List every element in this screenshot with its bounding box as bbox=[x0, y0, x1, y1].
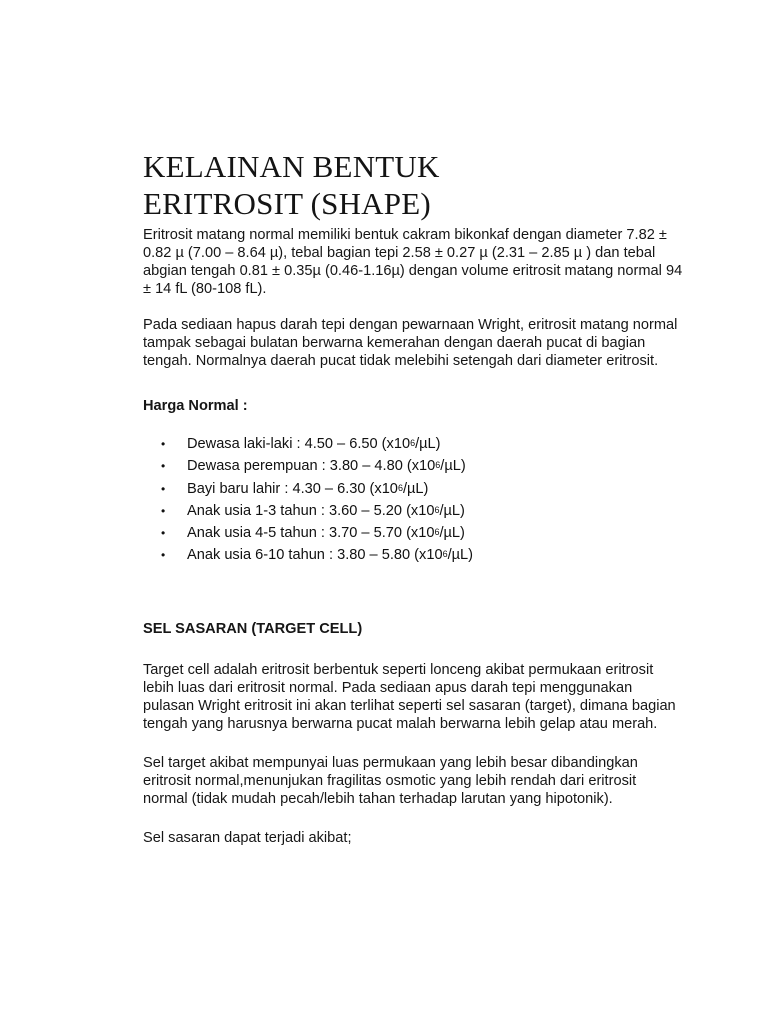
normal-values-list bbox=[143, 433, 683, 567]
bullet-icon: • bbox=[161, 526, 166, 541]
paragraph-eritrosit-normal: Eritrosit matang normal memiliki bentuk cakram bikonkaf dengan diameter 7.82 ± 0.82 µ (7.00 – 8.64 µ), tebal bagian tepi 2.58 ± 0.27 µ (2.31 – 2.85 µ ) dan tebal abgian tengah 0.81 ± 0.35µ (0.46-1.16µ) dengan volume eritrosit matang normal 94 ± 14 fL (80-108 fL). bbox=[143, 227, 683, 297]
paragraph-sel-sasaran: Sel sasaran dapat terjadi akibat; bbox=[143, 829, 352, 846]
paragraph-sediaan-hapus: Pada sediaan hapus darah tepi dengan pewarnaan Wright, eritrosit matang normal tampak sebagai bulatan berwarna kemerahan dengan daerah pucat di bagian tengah. Normalnya daerah pucat tidak melebihi setengah dari diameter eritrosit. bbox=[143, 317, 678, 369]
list-item: • Anak usia 1-3 tahun : 3.60 – 5.20 $(x10^6/\mu L)$ bbox=[143, 500, 683, 522]
title-line-1: KELAINAN BENTUK bbox=[143, 149, 440, 184]
heading-harga-normal: Harga Normal : bbox=[143, 398, 248, 414]
list-item: • Dewasa perempuan : 3.80 – 4.80 $(x10^6/\mu L)$ bbox=[143, 455, 683, 477]
list-item: • Anak usia 4-5 tahun : 3.70 – 5.70 $(x10^6/\mu L)$ bbox=[143, 522, 683, 544]
heading-target-cell: SEL SASARAN (TARGET CELL) bbox=[143, 620, 363, 637]
title-line-2: ERITROSIT (SHAPE) bbox=[143, 186, 431, 221]
bullet-icon: • bbox=[161, 503, 166, 518]
bullet-icon: • bbox=[161, 459, 166, 474]
bullet-icon: • bbox=[161, 548, 166, 563]
list-item: • Dewasa laki-laki : 4.50 – 6.50 $(x10^6/\mu L)$ bbox=[143, 433, 683, 455]
paragraph-sel-target: Sel target akibat mempunyai luas permukaan yang lebih besar dibandingkan eritrosit normal,menunjukan fragilitas osmotic yang lebih rendah dari eritrosit normal (tidak mudah pecah/lebih tahan terhadap larutan yang hipotonik). bbox=[143, 754, 638, 807]
bullet-icon: • bbox=[161, 481, 166, 496]
document-title bbox=[143, 148, 683, 222]
paragraph-target-cell: Target cell adalah eritrosit berbentuk seperti lonceng akibat permukaan eritrosit lebih luas dari eritrosit normal. Pada sediaan apus darah tepi menggunakan pulasan Wright eritrosit ini akan terlihat seperti sel sasaran (target), dimana bagian tengah yang harusnya berwarna pucat malah berwarna lebih gelap atau merah. bbox=[143, 661, 676, 732]
list-item: • Bayi baru lahir : 4.30 – 6.30 $(x10^6/\mu L)$ bbox=[143, 478, 683, 500]
document-body bbox=[143, 148, 683, 847]
list-item: • Anak usia 6-10 tahun : 3.80 – 5.80 $(x10^6/\mu L)$ bbox=[143, 544, 683, 566]
bullet-icon: • bbox=[161, 437, 166, 451]
